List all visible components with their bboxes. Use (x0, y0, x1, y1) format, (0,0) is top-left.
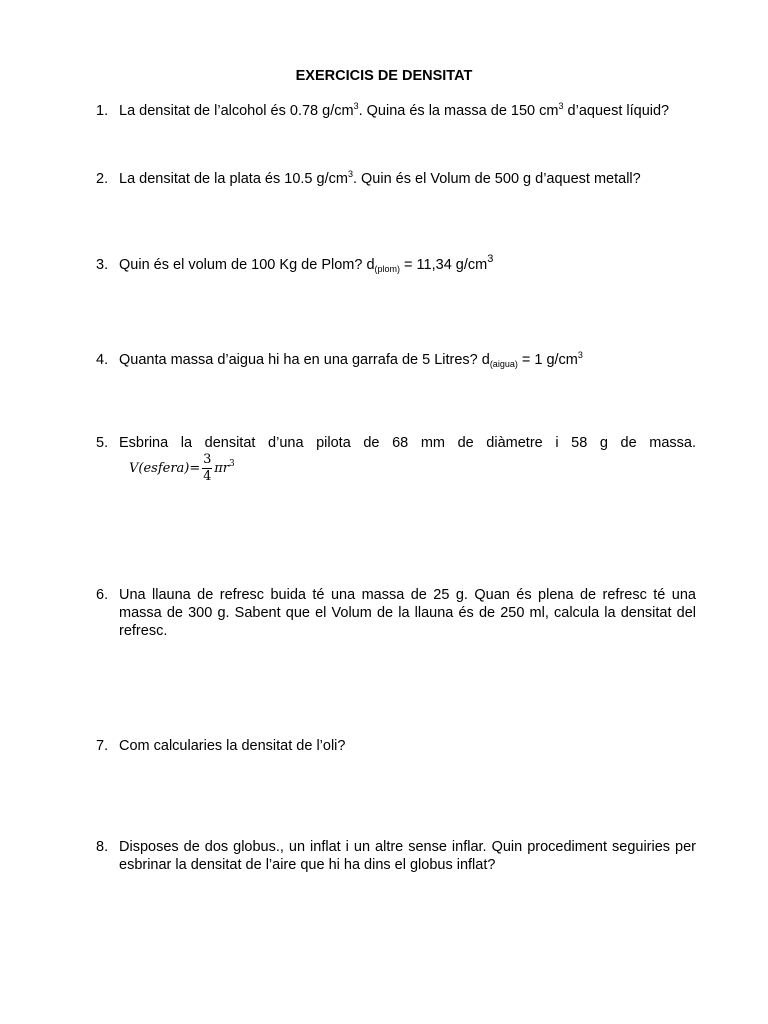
formula-fraction (202, 453, 212, 484)
question-number: 5. (96, 435, 109, 451)
document-title: EXERCICIS DE DENSITAT (295, 68, 473, 84)
sphere-volume-formula (129, 450, 235, 486)
question-number: 1. (96, 103, 109, 119)
question-2 (96, 170, 696, 188)
question-text: Com calcularies la densitat de l’oli? (119, 738, 346, 754)
question-text: La densitat de l’alcohol és 0.78 $g/cm^3$. Quina és la massa de 150 $cm^3$ d’aquest líquid? (119, 101, 670, 119)
question-number: 8. (96, 839, 109, 855)
question-number: 7. (96, 738, 109, 754)
question-3 (96, 253, 696, 274)
question-number: 2. (96, 171, 109, 187)
question-number: 4. (96, 352, 109, 368)
question-number: 3. (96, 257, 109, 273)
question-1 (96, 102, 696, 120)
question-text: Disposes de dos globus., un inflat i un altre sense inflar. Quin procediment seguiries per esbrinar la densitat de l’aire que hi ha dins el globus inflat? (119, 839, 696, 873)
fraction-denominator: 4 (203, 468, 212, 484)
question-4 (96, 351, 696, 369)
question-8 (96, 838, 696, 874)
question-6 (96, 586, 696, 640)
question-7 (96, 737, 696, 755)
question-text: Una llauna de refresc buida té una massa de 25 g. Quan és plena de refresc té una massa de 300 g. Sabent que el Volum de la llauna és de 250 ml, calcula la densitat del refresc. (119, 587, 696, 639)
fraction-numerator: 3 (203, 451, 212, 467)
question-text: Esbrina la densitat d’una pilota de 68 mm de diàmetre i 58 g de massa. (119, 435, 696, 451)
question-text: La densitat de la plata és 10.5 $g/cm^3$. Quin és el Volum de 500 g d’aquest metall? (119, 169, 641, 187)
question-text: Quin és el volum de 100 Kg de Plom? $d_{(plom)} = 11,34$ $g/cm^3$ (119, 253, 494, 274)
question-number: 6. (96, 587, 109, 603)
question-text: Quanta massa d’aigua hi ha en una garrafa de 5 Litres? $d_{(aigua)} = 1$ $g/cm^3$ (119, 350, 583, 369)
formula-rhs: $\pi r^3$ (214, 458, 235, 476)
formula-lhs: V(esfera)= (129, 460, 201, 476)
